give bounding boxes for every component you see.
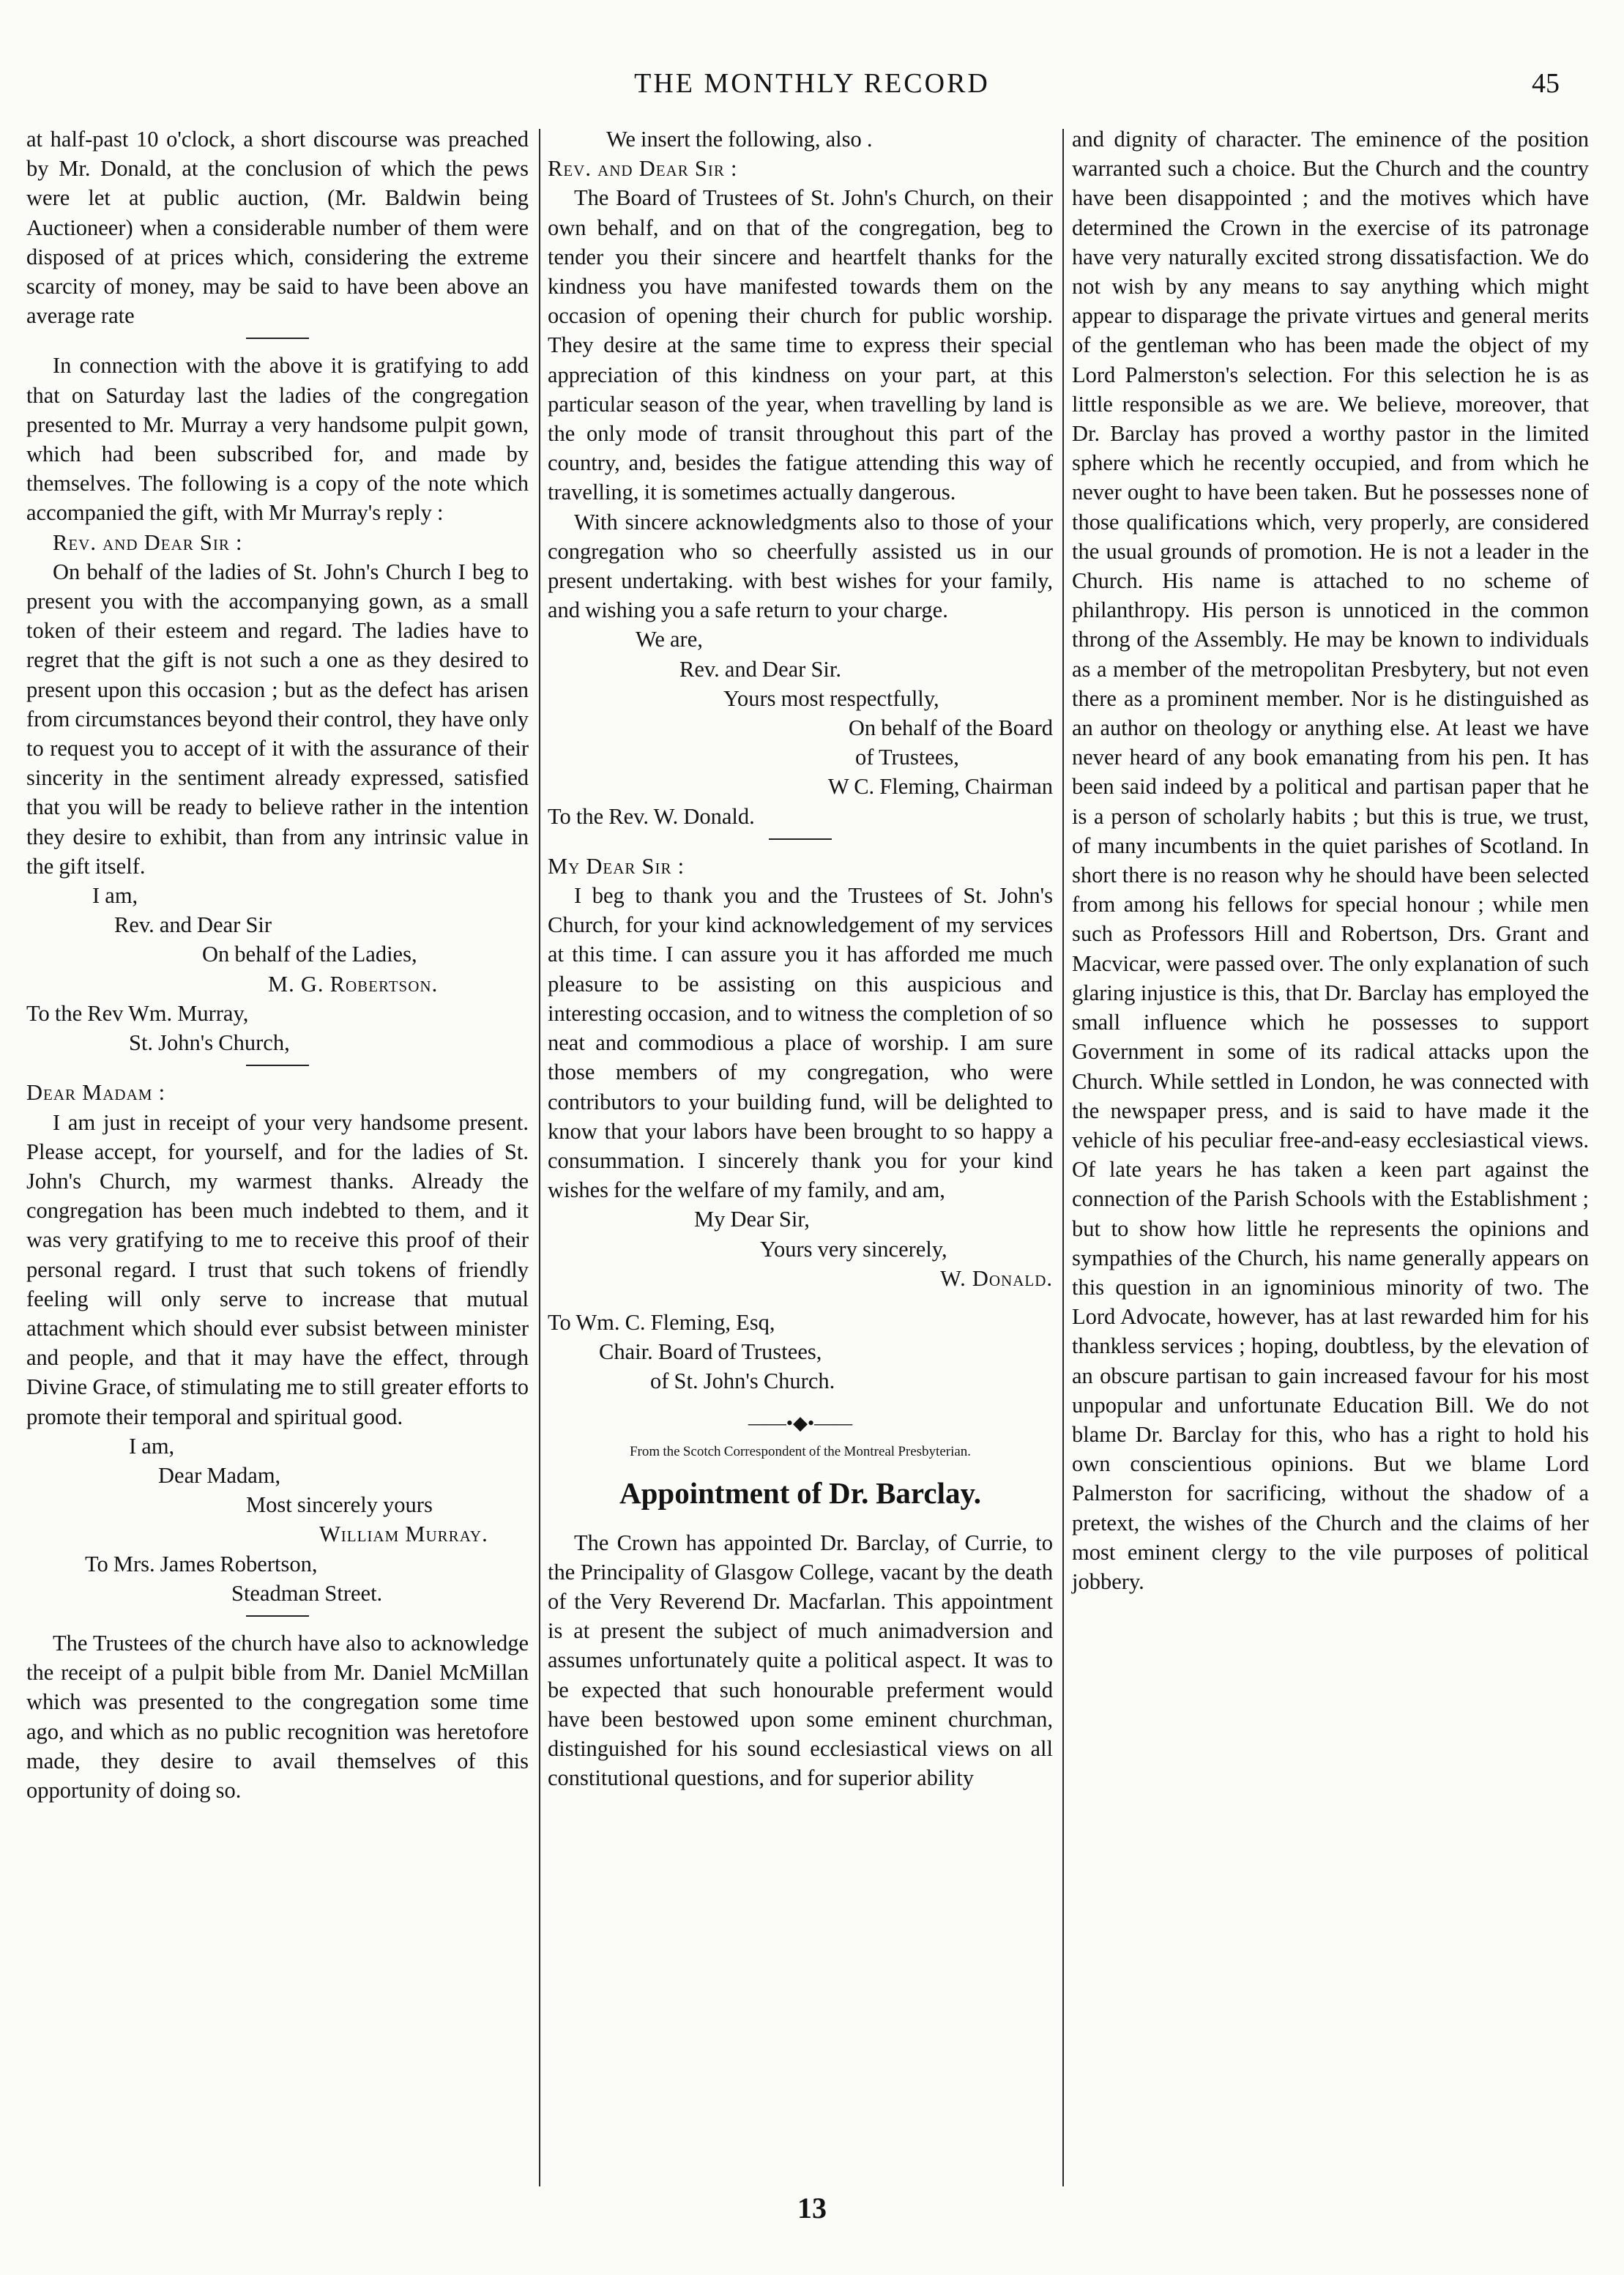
section-rule — [769, 838, 832, 840]
paragraph-donald-reply: I beg to thank you and the Trustees of St. John's Church, for your kind acknowledgement of my services at this time. I can assure you it has afforded me much pleasure to be assisting on this auspicious and interesting occasion, and to witness the completion of so neat and commodious a place of worship. I am sure those members of my congregation, who were contributors to your building fund, will be delighted to know that your labors have been brought to so happy a consummation. I sincerely thank you for your kind wishes for the welfare of my family, and am, — [548, 883, 1053, 1203]
address-line: To Mrs. James Robertson, — [85, 1551, 318, 1576]
paragraph-ladies-letter: On behalf of the ladies of St. John's Church I beg to present you with the accompanying gown, as a small token of their esteem and regard. The ladies have to regret that the gift is not such a one as they desired to present upon this occasion ; but as the defect has arisen from circumstances beyond their control, they have only to request you to accept of it with the assurance of their sincerity in the sentiment already expressed, satisfied that you will be ready to believe rather in the intention they desire to exhibit, than from any intrinsic value in the gift itself. — [26, 559, 529, 879]
page-number: 45 — [1532, 68, 1560, 99]
paragraph-barclay-appointment: The Crown has appointed Dr. Barclay, of Currie, to the Principality of Glasgow College, vacant by the death of the Very Reverend Dr. Macfarlan. This appointment is at present the subject of much animadversion and assumes unfortunately quite a political aspect. It was to be expected that such honourable preferment would have been bestowed upon some eminent churchman, distinguished for his sound ecclesiastical views on all constitutional questions, and for superior ability — [548, 1530, 1053, 1791]
column-1 — [26, 124, 529, 1805]
signature-murray: William Murray. — [319, 1522, 488, 1547]
signature-folio: 13 — [797, 2192, 827, 2224]
closing-line: Dear Madam, — [158, 1462, 281, 1488]
paragraph-trustees-letter: The Board of Trustees of St. John's Church, on their own behalf, and on that of the congregation, beg to tender you their sincere and heartfelt thanks for the kindness you have manifested towards them on the occasion of opening their church for public worship. They desire at the same time to express their special appreciation of this kindness on your part, at this particular season of the year, when travelling by land is the only mode of transit throughout this part of the country, and, besides the fatigue attending this way of travelling, it is sometimes actually dangerous. — [548, 185, 1053, 505]
ornament-divider: ——•◆•—— — [748, 1412, 853, 1434]
closing-line: We are, — [636, 627, 703, 652]
address-line: To the Rev Wm. Murray, — [26, 1000, 249, 1026]
salutation-dear-madam: Dear Madam : — [26, 1080, 166, 1106]
closing-line: On behalf of the Ladies, — [202, 942, 417, 967]
publication-title: THE MONTHLY RECORD — [634, 68, 990, 99]
column-2 — [548, 124, 1053, 1792]
article-title: Appointment of Dr. Barclay. — [619, 1475, 981, 1510]
running-header — [0, 67, 1624, 111]
address-line: St. John's Church, — [129, 1030, 290, 1056]
column-3 — [1072, 124, 1589, 1596]
section-rule — [246, 1615, 309, 1617]
address-line: Steadman Street. — [231, 1580, 383, 1606]
paragraph-barclay-continued: and dignity of character. The eminence of the position warranted such a choice. But the Church and the country have been disappointed ; and the motives which have determined the Crown in the exercise of its patronage have very naturally excited strong dissatisfaction. We do not wish by any means to say anything which might appear to disparage the private virtues and general merits of the gentleman who has been made the object of my Lord Palmerston's selection. For this selection he is as little responsible as we are. We believe, moreover, that Dr. Barclay has proved a worthy pastor in the limited sphere which he recently occupied, and from which he never ought to have been taken. But he possesses none of those qualifications which, very properly, are considered the usual grounds of promotion. He is not a leader in the Church. His name is attached to no scheme of philanthropy. His person is unnoticed in the common throng of the Assembly. He may be known to individuals as a member of the metropolitan Presbytery, but not even there as a prominent member. Nor is he distinguished as an author on theology or anything else. At least we have never heard of any book emanating from his pen. It has been said indeed by a political and partisan paper that he is a person of scholarly habits ; but this is true, we trust, of many incumbents in the quiet parishes of Scotland. In short there is no reason why he should have been selected from among his fellows for special honour ; while men such as Professors Hill and Robertson, Drs. Grant and Macvicar, were passed over. The only explanation of such glaring injustice is this, that Dr. Barclay has employed the small influence which he possesses to support Government in some of its radical attacks upon the Church. While settled in London, he was connected with the newspaper press, and is said to have made it the vehicle of his peculiar free-and-easy ecclesiastical views. Of late years he has taken a keen part against the connection of the Parish Schools with the Establishment ; but to show how little he represents the opinions and sympathies of the Church, his name generally appears on this question in an ignominious minority of two. The Lord Advocate, however, has at last rewarded him for his thankless services ; hoping, doubtless, by the elevation of an obscure partisan to gain increased favour for his most unpopular and unfortunate Education Bill. We do not blame Dr. Barclay for this, who has a right to hold his own conscientious opinions. But we blame Lord Palmerston for sacrificing, without the shadow of a pretext, the wishes of the Church and the claims of her most eminent clergy to the vile purposes of political jobbery. — [1072, 127, 1589, 1594]
paragraph-pews-auction: at half-past 10 o'clock, a short discourse was preached by Mr. Donald, at the conclusion of which the pews were let at public auction, (Mr. Baldwin being Auctioneer) when a considerable number of them were disposed of at prices which, considering the extreme scarcity of money, may be said to have been above an average rate — [26, 127, 529, 329]
paragraph-murray-reply: I am just in receipt of your very handsome present. Please accept, for yourself, and for the ladies of St. John's Church, my warmest thanks. Already the congregation has been much indebted to them, and it was very gratifying to me to receive this proof of their personal regard. I trust that such tokens of friendly feeling will only serve to increase that mutual attachment which should ever subsist between minister and people, and that it may have the effect, through Divine Grace, of stimulating me to still greater efforts to promote their temporal and spiritual good. — [26, 1109, 529, 1429]
paragraph-pulpit-gown: In connection with the above it is gratifying to add that on Saturday last the ladies of the congregation presented to Mr. Murray a very handsome pulpit gown, which had been subscribed for, and made by themselves. The following is a copy of the note which accompanied the gift, with Mr Murray's reply : — [26, 353, 529, 526]
closing-line: I am, — [129, 1433, 175, 1459]
address-line: of St. John's Church. — [650, 1369, 835, 1394]
address-line: Chair. Board of Trustees, — [599, 1339, 822, 1365]
closing-line: I am, — [92, 883, 138, 909]
address-line: To the Rev. W. Donald. — [548, 803, 755, 829]
intro-line: We insert the following, also . — [606, 127, 873, 152]
salutation-my-dear-sir: My Dear Sir : — [548, 853, 685, 879]
closing-line: On behalf of the Board — [848, 715, 1053, 741]
paragraph-acknowledgments: With sincere acknowledgments also to those of your congregation who so cheerfully assisted us in our present undertaking. with best wishes for your family, and wishing you a safe return to your charge. — [548, 509, 1053, 623]
closing-line: of Trustees, — [855, 745, 959, 770]
closing-line: My Dear Sir, — [694, 1207, 810, 1232]
source-credit: From the Scotch Correspondent of the Montreal Presbyterian. — [629, 1443, 972, 1459]
section-rule — [246, 1065, 309, 1066]
column-divider-2 — [1062, 129, 1064, 2186]
signature-robertson: M. G. Robertson. — [268, 971, 439, 997]
signature-fleming: W C. Fleming, Chairman — [827, 774, 1053, 800]
salutation-rev-dear-sir: Rev. and Dear Sir : — [548, 156, 738, 182]
closing-line: Yours very sincerely, — [760, 1236, 947, 1262]
closing-line: Yours most respectfully, — [723, 685, 939, 711]
closing-line: Rev. and Dear Sir — [114, 912, 272, 938]
signature-donald: W. Donald. — [940, 1265, 1053, 1291]
column-divider-1 — [539, 129, 540, 2186]
closing-line: Most sincerely yours — [246, 1492, 433, 1518]
address-line: To Wm. C. Fleming, Esq, — [548, 1309, 775, 1335]
salutation-rev-dear-sir: Rev. and Dear Sir : — [53, 529, 243, 555]
paragraph-pulpit-bible: The Trustees of the church have also to acknowledge the receipt of a pulpit bible from Mr. Daniel McMillan which was presented to the congregation some time ago, and which as no public recognition was heretofore made, they desire to avail themselves of this opportunity of doing so. — [26, 1630, 529, 1803]
section-rule — [246, 338, 309, 339]
closing-line: Rev. and Dear Sir. — [679, 656, 841, 682]
